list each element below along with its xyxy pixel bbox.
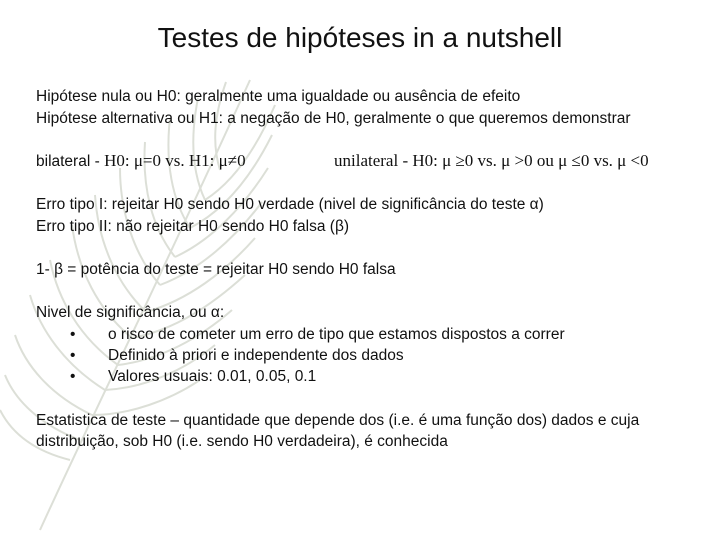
power-line: 1- β = potência do teste = rejeitar H0 sendo H0 falsa <box>36 261 396 278</box>
type-two-error-line: Erro tipo II: não rejeitar H0 sendo H0 falsa (β) <box>36 218 350 235</box>
bullet-values: Valores usuais: 0.01, 0.05, 0.1 <box>108 368 317 385</box>
bullet-marker: • <box>70 326 76 343</box>
bullet-risk: o risco de cometer um erro de tipo que estamos dispostos a correr <box>108 326 565 343</box>
test-statistic-line-1: Estatistica de teste – quantidade que depende dos (i.e. é uma função dos) dados e cuja <box>36 412 640 429</box>
test-statistic-line-2: distribuição, sob H0 (i.e. sendo H0 verdadeira), é conhecida <box>36 433 448 450</box>
type-one-error-line: Erro tipo I: rejeitar H0 sendo H0 verdade (nivel de significância do teste α) <box>36 196 544 213</box>
bullet-marker: • <box>70 347 76 364</box>
significance-heading: Nivel de significância, ou α: <box>36 304 225 321</box>
unilateral-label: unilateral - <box>334 151 413 170</box>
alternative-hypothesis-line: Hipótese alternativa ou H1: a negação de H0, geralmente o que queremos demonstrar <box>36 110 631 127</box>
bilateral-formula: H0: μ=0 vs. H1: μ≠0 <box>104 151 246 170</box>
bilateral-line <box>36 151 246 172</box>
slide-title: Testes de hipóteses in a nutshell <box>157 22 563 53</box>
bullet-defined: Definido à priori e independente dos dados <box>108 347 404 364</box>
unilateral-line <box>334 151 649 172</box>
bullet-marker: • <box>70 368 76 385</box>
bilateral-label: bilateral - <box>36 153 105 170</box>
null-hypothesis-line: Hipótese nula ou H0: geralmente uma igualdade ou ausência de efeito <box>36 88 521 105</box>
unilateral-formula: H0: μ ≥0 vs. μ >0 ou μ ≤0 vs. μ <0 <box>412 151 649 170</box>
